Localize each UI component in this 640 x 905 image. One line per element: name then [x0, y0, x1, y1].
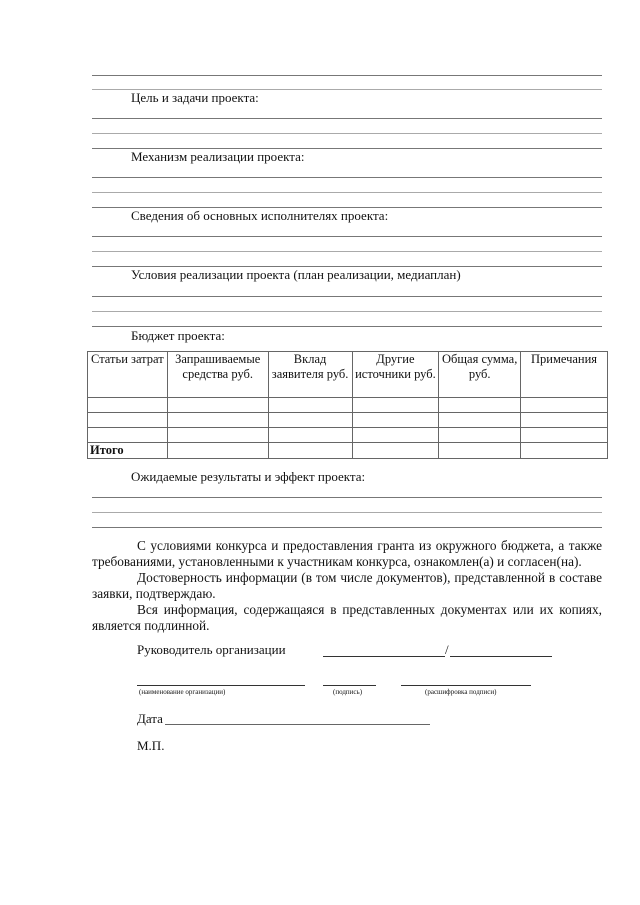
fill-line [92, 192, 602, 193]
fill-line [92, 251, 602, 252]
section-goals-heading: Цель и задачи проекта: [131, 90, 259, 105]
table-cell[interactable] [268, 443, 352, 459]
section-mechanism-heading: Механизм реализации проекта: [131, 149, 305, 164]
fill-line [92, 75, 602, 76]
declaration-paragraph: Вся информация, содержащаяся в представленных документах или их копиях, является подлинной. [92, 602, 602, 633]
declaration-paragraph: Достоверность информации (в том числе документов), представленной в составе заявки, подтверждаю. [92, 570, 602, 601]
fill-line [92, 326, 602, 327]
table-cell[interactable] [268, 413, 352, 428]
total-row [88, 443, 608, 459]
signature-line[interactable] [323, 685, 376, 686]
date-line[interactable] [165, 724, 430, 725]
table-cell[interactable] [88, 413, 168, 428]
table-cell[interactable] [268, 428, 352, 443]
date-label: Дата [137, 711, 163, 726]
section-executors-heading: Сведения об основных исполнителях проекта: [131, 208, 389, 223]
header-requested: Запрашиваемые средства руб. [167, 352, 268, 398]
table-cell[interactable] [88, 428, 168, 443]
table-row [88, 398, 608, 413]
table-cell[interactable] [167, 428, 268, 443]
caption-signature-decode: (расшифровка подписи) [425, 688, 497, 696]
table-row [88, 413, 608, 428]
table-cell[interactable] [521, 443, 608, 459]
table-cell[interactable] [167, 443, 268, 459]
table-cell[interactable] [521, 428, 608, 443]
table-cell[interactable] [167, 398, 268, 413]
table-cell[interactable] [439, 443, 521, 459]
total-label: Итого [88, 443, 168, 459]
stamp-label: М.П. [137, 738, 165, 753]
signature-line[interactable] [323, 656, 445, 657]
budget-header-row [88, 352, 608, 398]
section-budget-heading: Бюджет проекта: [131, 328, 225, 343]
caption-organization-name: (наименование организации) [139, 688, 226, 696]
table-cell[interactable] [88, 398, 168, 413]
table-cell[interactable] [352, 398, 439, 413]
table-cell[interactable] [439, 413, 521, 428]
table-row [88, 428, 608, 443]
signature-decode-line[interactable] [401, 685, 531, 686]
section-results-heading: Ожидаемые результаты и эффект проекта: [131, 469, 366, 484]
table-cell[interactable] [352, 413, 439, 428]
table-cell[interactable] [352, 428, 439, 443]
table-cell[interactable] [521, 413, 608, 428]
table-cell[interactable] [352, 443, 439, 459]
table-cell[interactable] [167, 413, 268, 428]
table-cell[interactable] [521, 398, 608, 413]
header-notes: Примечания [521, 352, 608, 398]
fill-line [92, 497, 602, 498]
header-applicant-contribution: Вклад заявителя руб. [268, 352, 352, 398]
fill-line [92, 133, 602, 134]
table-cell[interactable] [268, 398, 352, 413]
declaration-paragraph: С условиями конкурса и предоставления гранта из окружного бюджета, а также требованиями, установленными к участникам конкурса, ознакомлен(а) и согласен(на). [92, 538, 602, 569]
caption-signature: (подпись) [333, 688, 363, 696]
section-conditions-heading: Условия реализации проекта (план реализации, медиаплан) [131, 267, 461, 282]
header-other-sources: Другие источники руб. [352, 352, 439, 398]
fill-line [92, 527, 602, 528]
organization-name-line[interactable] [137, 685, 305, 686]
fill-line [92, 512, 602, 513]
fill-line [92, 118, 602, 119]
declaration-text [92, 538, 602, 634]
fill-line [92, 177, 602, 178]
header-total-sum: Общая сумма, руб. [439, 352, 521, 398]
fill-line [92, 311, 602, 312]
fill-line [92, 236, 602, 237]
fill-line [92, 296, 602, 297]
table-cell[interactable] [439, 428, 521, 443]
slash-separator: / [445, 642, 449, 657]
head-of-organization-label: Руководитель организации [137, 642, 286, 657]
budget-table [87, 351, 608, 459]
header-cost-items: Статьи затрат [88, 352, 168, 398]
table-cell[interactable] [439, 398, 521, 413]
signature-name-line[interactable] [450, 656, 552, 657]
